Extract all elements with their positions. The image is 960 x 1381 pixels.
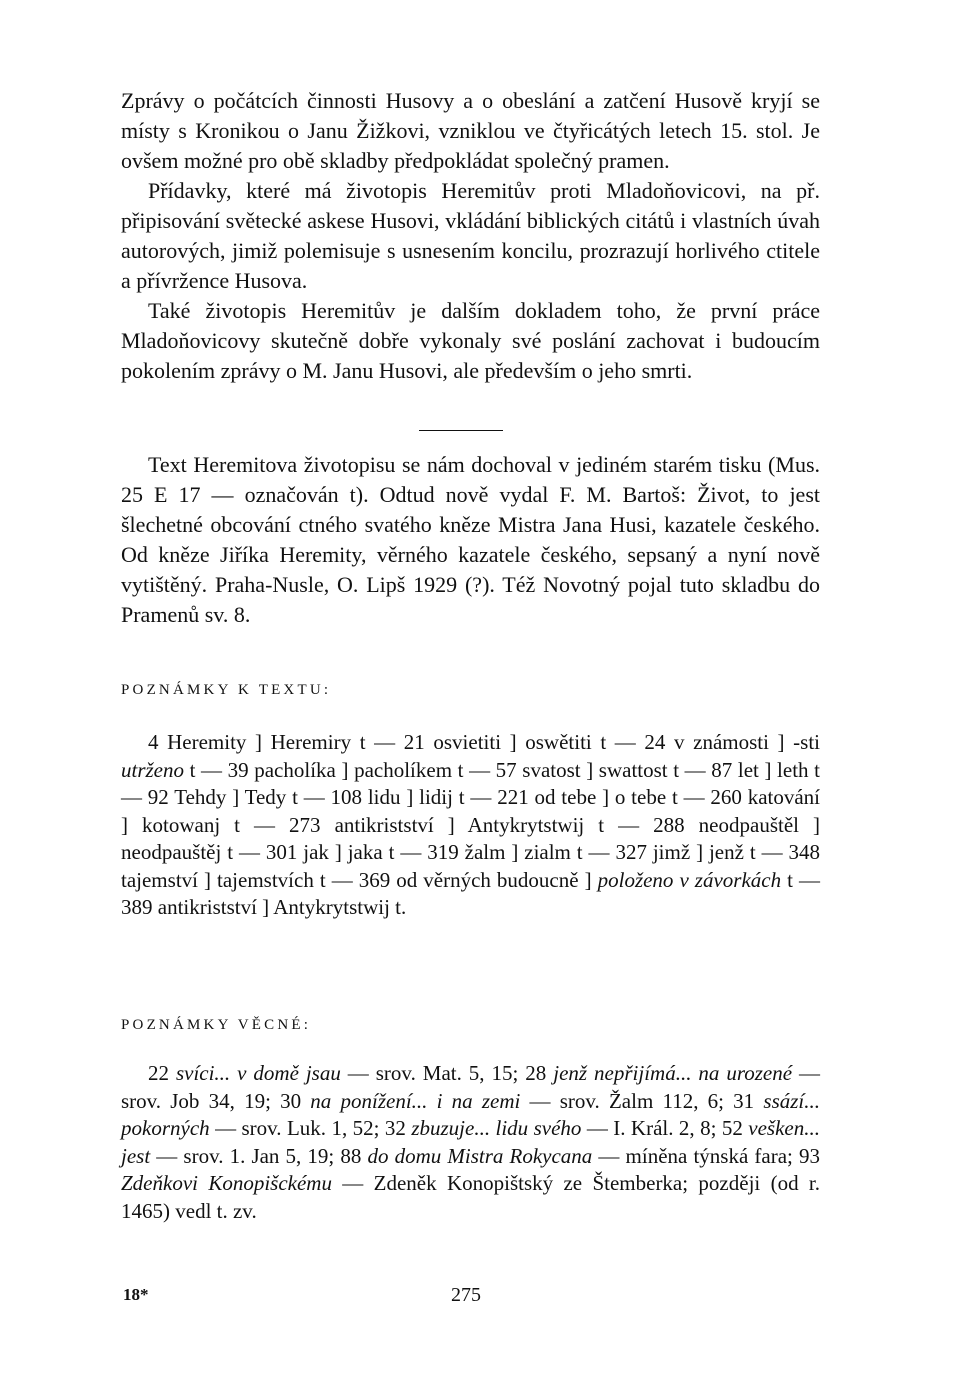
- fact-notes-run: — srov. Mat. 5, 15; 28: [340, 1061, 554, 1085]
- fact-notes-italic: do domu Mistra Rokycana: [367, 1143, 593, 1168]
- fact-notes-italic: zbuzuje... lidu svého: [411, 1116, 582, 1140]
- fact-notes-run: — Zdeněk Konopištský ze Štemberka; později (od r. 1465) vedl t. zv.: [121, 1171, 820, 1223]
- fact-notes-run: — srov. Job 34, 19; 30: [121, 1061, 821, 1113]
- text-notes-paragraph: [121, 729, 820, 922]
- fact-notes-italic: jenž nepřijímá... na urozené: [553, 1061, 793, 1085]
- text-notes-run: t — 389 antikristství ] Antykrytstwij t.: [121, 867, 820, 919]
- fact-notes-heading: POZNÁMKY VĚCNÉ:: [121, 1017, 312, 1033]
- fact-notes-run: — srov. Žalm 112, 6; 31: [520, 1088, 764, 1113]
- fact-notes-italic: ssází... pokorných: [121, 1088, 820, 1140]
- fact-notes-run: — míněna týnská fara; 93: [592, 1143, 820, 1168]
- fact-notes-italic: vešken... jest: [121, 1116, 820, 1168]
- fact-notes: [121, 1060, 820, 1225]
- text-notes: [121, 729, 820, 922]
- text-notes-heading: POZNÁMKY K TEXTU:: [121, 682, 332, 698]
- text-notes-italic: utrženo: [121, 757, 184, 782]
- intro-paragraph: Zprávy o počátcích činnosti Husovy a o obeslání a zatčení Husově kryjí se místy s Kronikou o Janu Žižkovi, vzniklou ve čtyřicátých letech 15. stol. Je ovšem možné pro obě skladby předpokládat společný pramen.: [121, 88, 820, 173]
- source-paragraph: Text Heremitova životopisu se nám dochoval v jediném starém tisku (Mus. 25 E 17 — označován t). Odtud nově vydal F. M. Bartoš: Život, to jest šlechetné obcování ctného svatého kněze Mistra Jana Husi, kazatele českého. Od kněze Jiříka Heremity, věrného kazatele českého, sepsaný a nyní nově vytištěný. Praha-Nusle, O. Lipš 1929 (?). Též Novotný pojal tuto skladbu do Pramenů sv. 8.: [121, 452, 820, 627]
- fact-notes-run: — srov. 1. Jan 5, 19; 88: [150, 1143, 368, 1168]
- intro-section: [121, 86, 820, 386]
- fact-notes-italic: svíci... v domě jsau: [175, 1061, 341, 1085]
- fact-notes-run: 22: [148, 1061, 176, 1085]
- fact-notes-italic: Zdeňkovi Konopišckému: [121, 1171, 332, 1195]
- source-section: [121, 450, 820, 630]
- intro-paragraph: Přídavky, které má životopis Heremitův proti Mladoňovicovi, na př. připisování světecké askese Husovi, vkládání biblických citátů i vlastních úvah autorových, jimiž polemisuje s usnesením koncilu, prozrazují horlivého ctitele a přívržence Husova.: [121, 178, 820, 293]
- signature-mark: 18*: [123, 1285, 149, 1304]
- fact-notes-run: — srov. Luk. 1, 52; 32: [209, 1116, 412, 1140]
- fact-notes-italic: na ponížení... i na zemi: [310, 1088, 521, 1113]
- intro-paragraph: Také životopis Heremitův je dalším dokladem toho, že první práce Mladoňovicovy skutečně dobře vykonaly své poslání zachovat i budoucím pokolením zprávy o M. Janu Husovi, ale především o jeho smrti.: [121, 298, 820, 383]
- fact-notes-run: — I. Král. 2, 8; 52: [581, 1116, 749, 1140]
- page-number: 275: [451, 1284, 481, 1306]
- fact-notes-paragraph: [121, 1060, 820, 1225]
- text-notes-run: 4 Heremity ] Heremiry t — 21 osvietiti ] oswětiti t — 24 v známosti ] -sti: [148, 730, 820, 754]
- section-divider: [419, 430, 503, 431]
- text-notes-run: t — 39 pacholíka ] pacholíkem t — 57 svatost ] swattost t — 87 let ] leth t — 92 Tehdy ] Tedy t — 108 lidu ] lidij t — 221 od tebe ] o tebe t — 260 katování ] kotowanj t — 273 antikristství ] Antykrytstwij t — 288 neodpauštěl ] neodpauštěj t — 301 jak ] jaka t — 319 žalm ] zialm t — 327 jimž ] jenž t — 348 tajemství ] tajemstvích t — 369 od věrných budoucně ]: [121, 757, 820, 892]
- text-notes-italic: položeno v závorkách: [597, 867, 782, 892]
